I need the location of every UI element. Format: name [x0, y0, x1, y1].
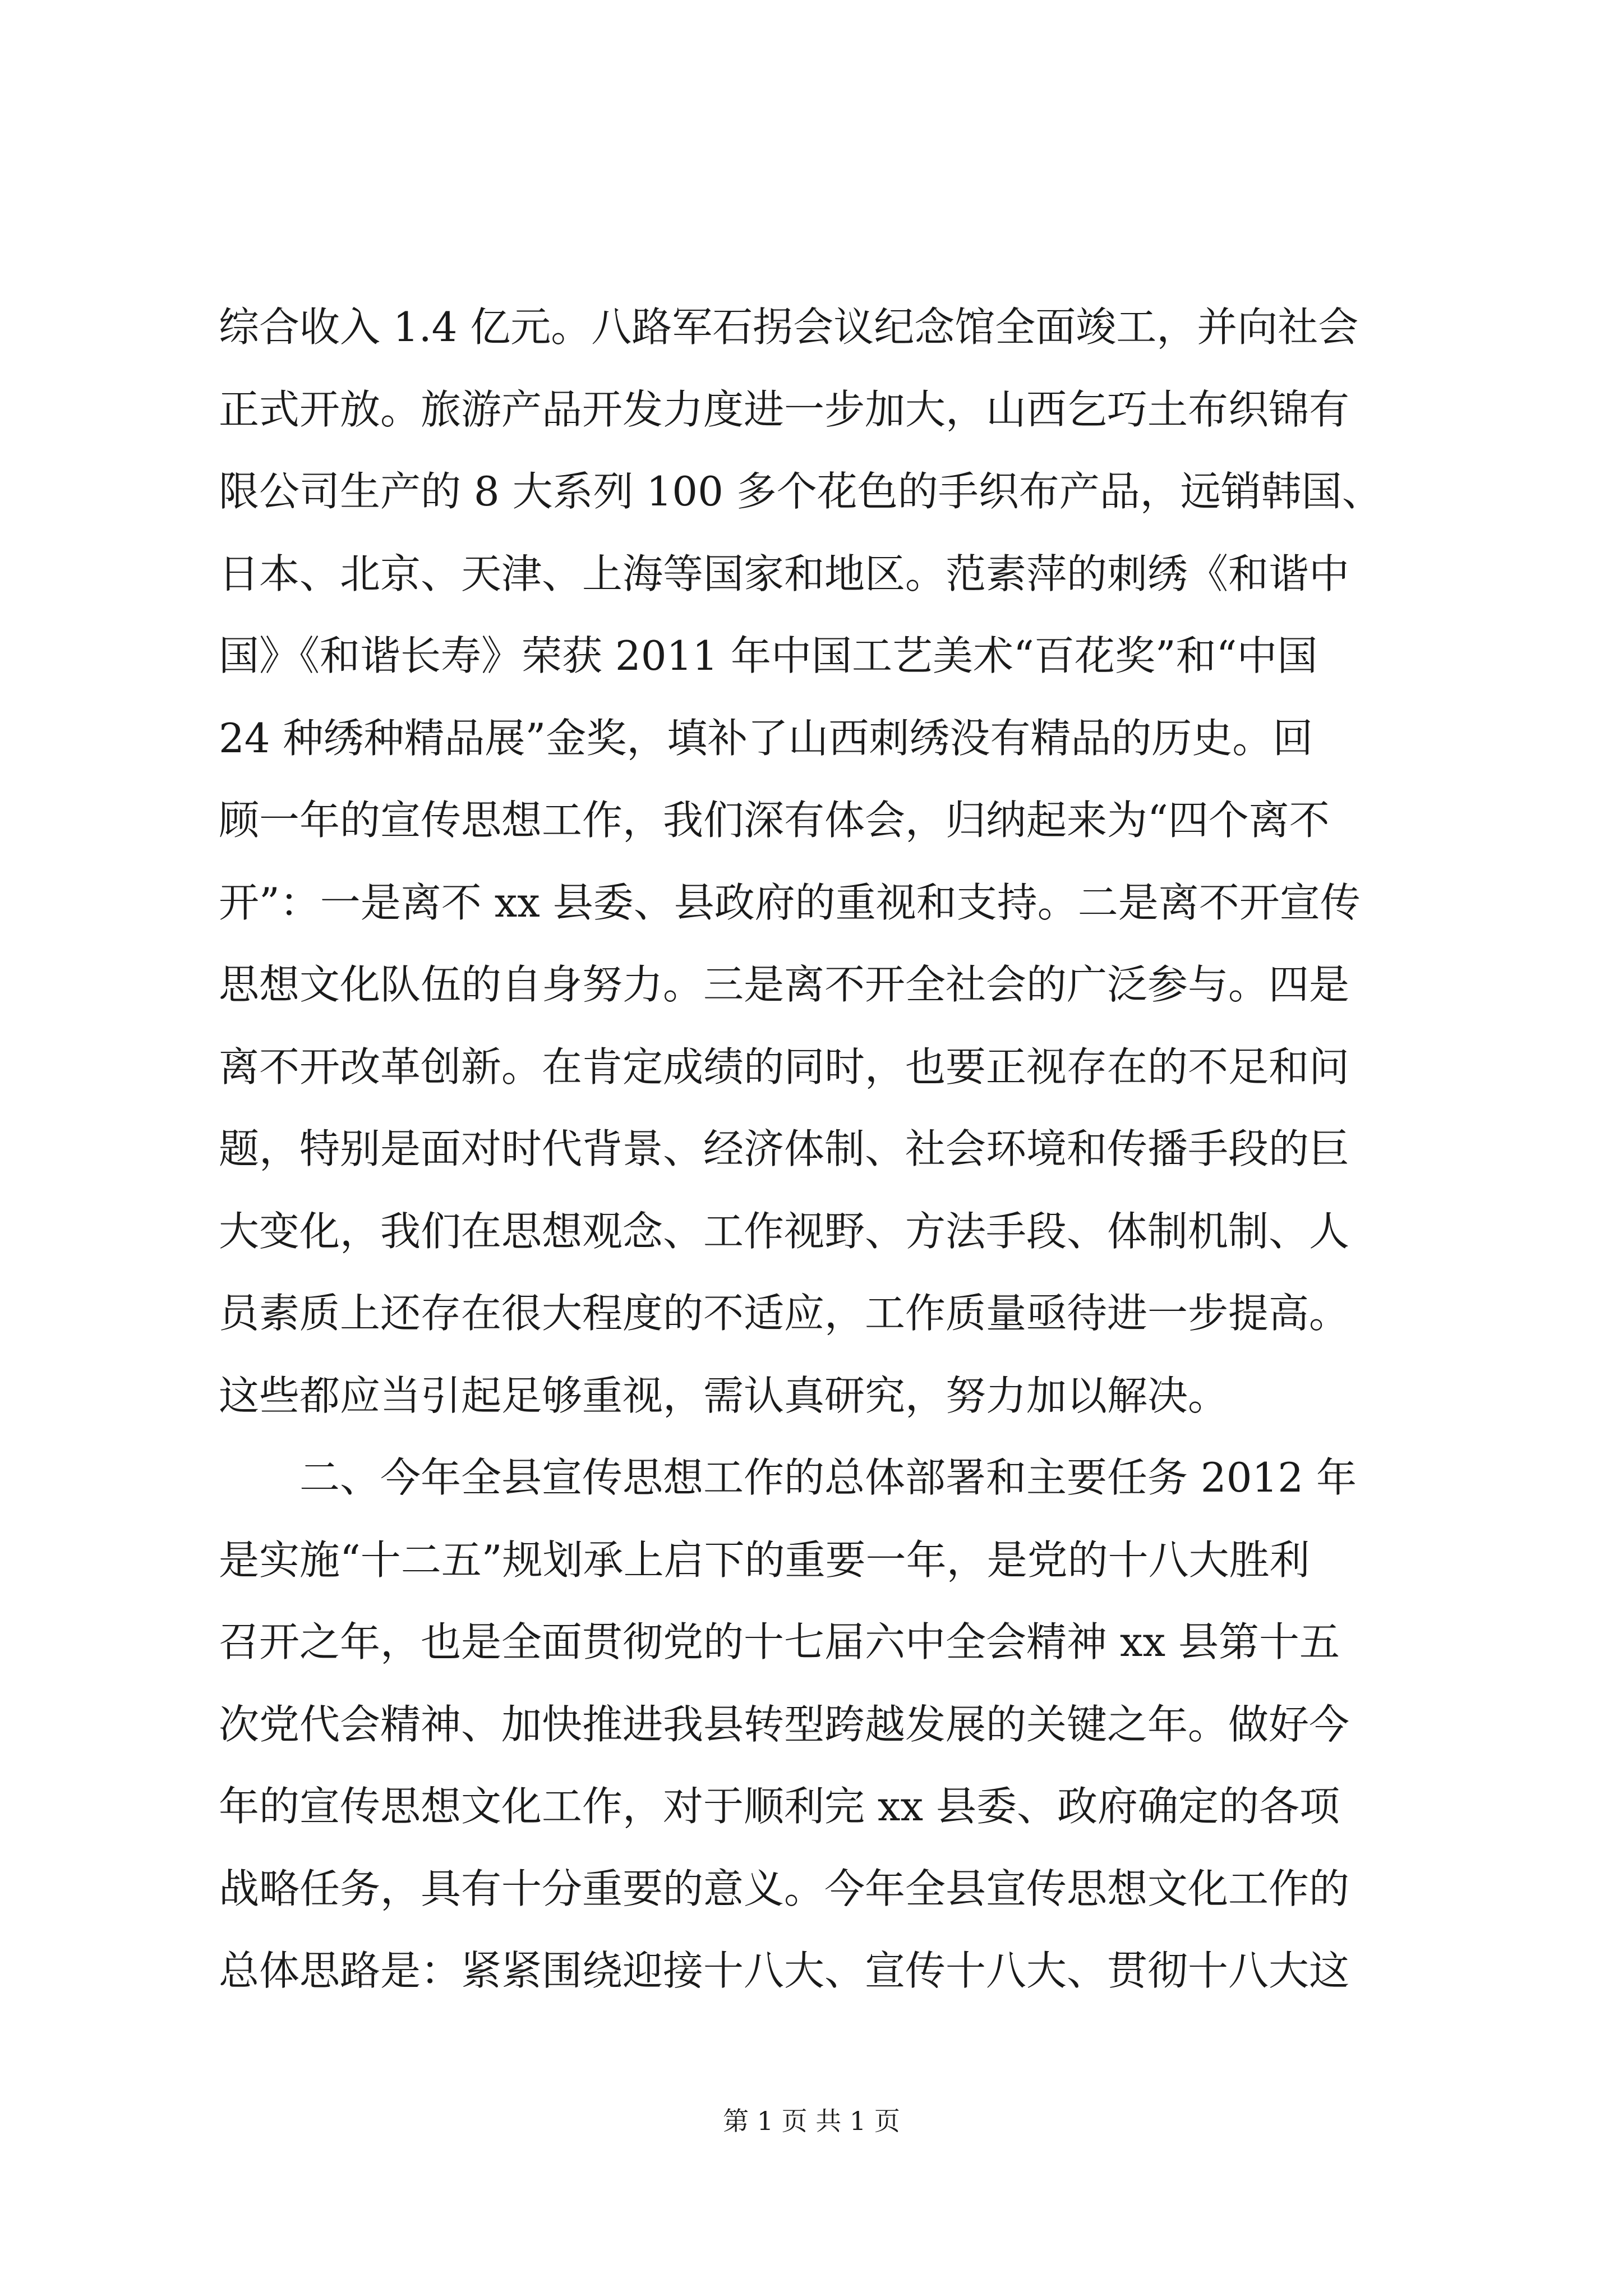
body-text	[219, 286, 1419, 2012]
text-line: 顾一年的宣传思想工作，我们深有体会，归纳起来为“四个离不	[219, 797, 1330, 844]
text-line: 限公司生产的 8 大系列 100 多个花色的手织布产品，远销韩国、	[219, 468, 1382, 515]
text-line: 总体思路是：紧紧围绕迎接十八大、宣传十八大、贯彻十八大这	[219, 1947, 1350, 1994]
text-line: 员素质上还存在很大程度的不适应，工作质量亟待进一步提高。	[219, 1290, 1350, 1337]
text-line: 战略任务，具有十分重要的意义。今年全县宣传思想文化工作的	[219, 1865, 1350, 1912]
text-line: 思想文化队伍的自身努力。三是离不开全社会的广泛参与。四是	[219, 961, 1350, 1008]
page-footer	[0, 2101, 1623, 2138]
text-line: 召开之年，也是全面贯彻党的十七届六中全会精神 xx 县第十五	[219, 1618, 1340, 1665]
text-line: 年的宣传思想文化工作，对于顺利完 xx 县委、政府确定的各项	[219, 1783, 1340, 1830]
text-line: 正式开放。旅游产品开发力度进一步加大，山西乞巧土布织锦有	[219, 385, 1350, 433]
text-line: 是实施“十二五”规划承上启下的重要一年，是党的十八大胜利	[219, 1536, 1310, 1584]
text-line: 开”：一是离不 xx 县委、县政府的重视和支持。二是离不开宣传	[219, 878, 1361, 926]
page-number: 第 1 页 共 1 页	[723, 2106, 900, 2136]
text-line: 日本、北京、天津、上海等国家和地区。范素萍的刺绣《和谐中	[219, 550, 1350, 597]
text-line: 24 种绣种精品展”金奖，填补了山西刺绣没有精品的历史。回	[219, 714, 1313, 762]
text-line: 这些都应当引起足够重视，需认真研究，努力加以解决。	[219, 1372, 1229, 1419]
text-line: 次党代会精神、加快推进我县转型跨越发展的关键之年。做好今	[219, 1700, 1350, 1748]
text-line: 大变化，我们在思想观念、工作视野、方法手段、体制机制、人	[219, 1207, 1350, 1255]
text-line: 离不开改革创新。在肯定成绩的同时，也要正视存在的不足和问	[219, 1043, 1350, 1091]
text-line: 综合收入 1.4 亿元。八路军石拐会议纪念馆全面竣工，并向社会	[219, 303, 1359, 351]
text-line: 题，特别是面对时代背景、经济体制、社会环境和传播手段的巨	[219, 1125, 1350, 1172]
section-heading-line: 二、今年全县宣传思想工作的总体部署和主要任务 2012 年	[299, 1454, 1357, 1501]
text-line: 国》《和谐长寿》荣获 2011 年中国工艺美术“百花奖”和“中国	[219, 632, 1318, 679]
